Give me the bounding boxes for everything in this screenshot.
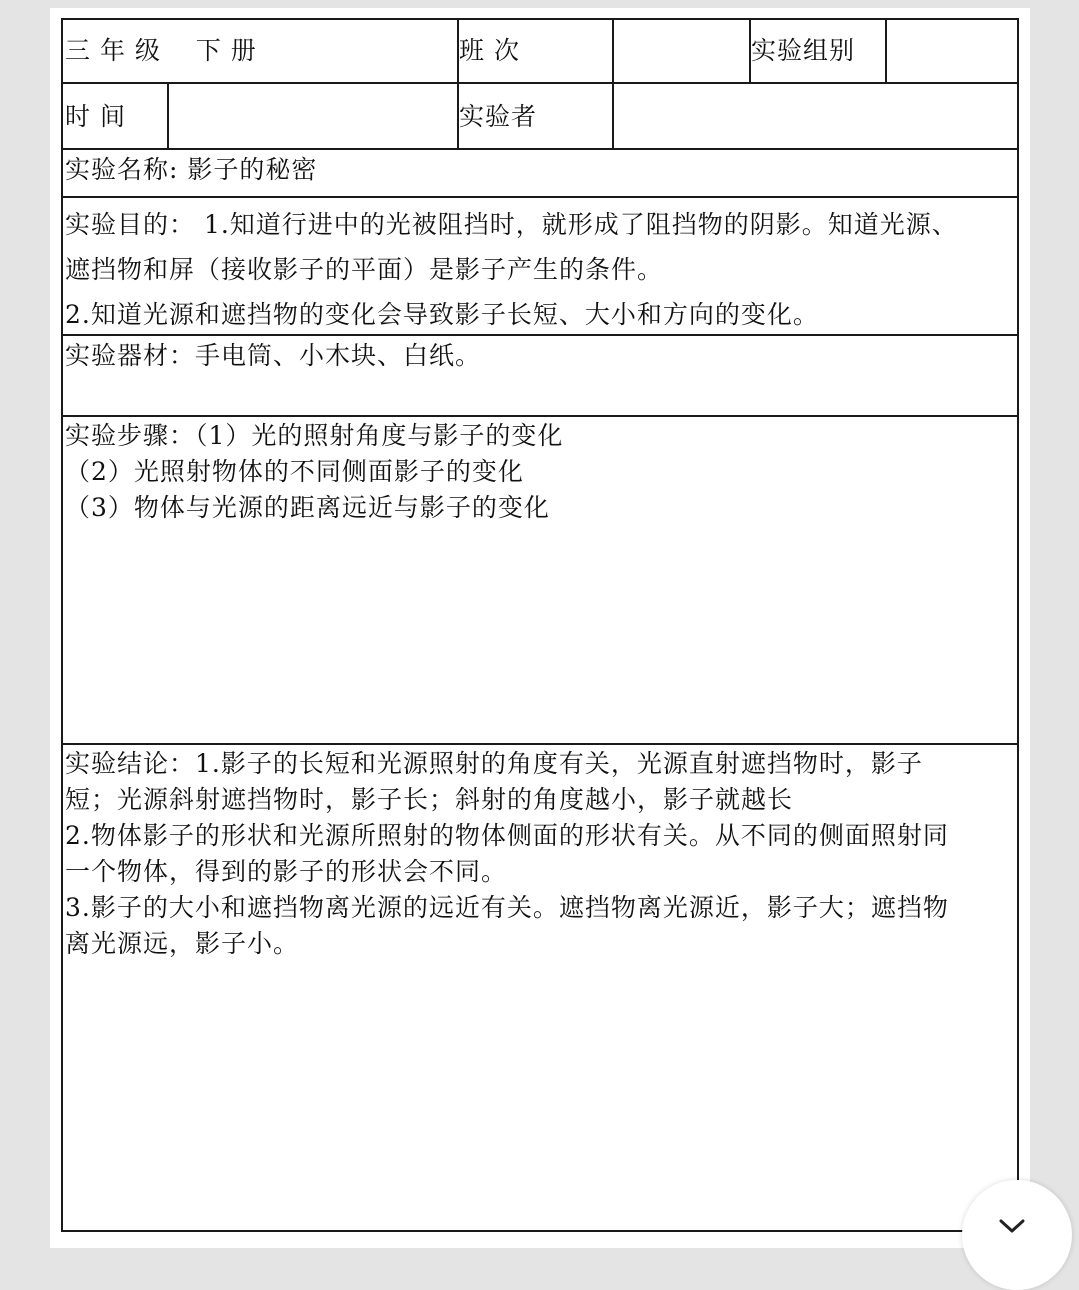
grade-label: 三 年 级 下 册	[65, 36, 257, 65]
purpose-line: 实验目的： 1.知道行进中的光被阻挡时，就形成了阻挡物的阴影。知道光源、	[65, 210, 958, 239]
experiment-steps	[65, 418, 563, 526]
row-divider	[63, 148, 1017, 150]
experiment-purpose	[65, 202, 958, 337]
row-divider	[63, 415, 1017, 417]
experiment-materials: 实验器材：手电筒、小木块、白纸。	[65, 341, 482, 370]
conclusion-line: 3.影子的大小和遮挡物离光源的远近有关。遮挡物离光源近，影子大；遮挡物	[65, 893, 949, 922]
purpose-line: 遮挡物和屏（接收影子的平面）是影子产生的条件。	[65, 255, 664, 284]
col-divider	[167, 82, 169, 148]
row-divider	[63, 196, 1017, 198]
row-divider	[63, 82, 1017, 84]
purpose-line: 2.知道光源和遮挡物的变化会导致影子长短、大小和方向的变化。	[65, 300, 819, 329]
step-line: （3）物体与光源的距离远近与影子的变化	[65, 493, 550, 522]
conclusion-line: 短；光源斜射遮挡物时，影子长；斜射的角度越小，影子就越长	[65, 785, 794, 814]
conclusion-line: 2.物体影子的形状和光源所照射的物体侧面的形状有关。从不同的侧面照射同	[65, 821, 949, 850]
conclusion-line: 一个物体，得到的影子的形状会不同。	[65, 857, 508, 886]
row-divider	[63, 743, 1017, 745]
col-divider	[612, 20, 614, 148]
col-divider	[885, 20, 887, 82]
experiment-record-table	[61, 18, 1019, 1232]
experimenter-label: 实验者	[459, 102, 538, 131]
step-line: 实验步骤：（1）光的照射角度与影子的变化	[65, 421, 564, 450]
conclusion-line: 离光源远，影子小。	[65, 929, 300, 958]
scroll-down-button[interactable]	[962, 1180, 1072, 1290]
group-label: 实验组别	[751, 36, 856, 65]
class-label: 班 次	[459, 36, 520, 65]
experiment-name: 实验名称: 影子的秘密	[65, 155, 318, 184]
time-label: 时 间	[65, 102, 126, 131]
chevron-down-icon	[998, 1218, 1026, 1234]
step-line: （2）光照射物体的不同侧面影子的变化	[65, 457, 524, 486]
experiment-conclusion	[65, 746, 949, 962]
conclusion-line: 实验结论：1.影子的长短和光源照射的角度有关，光源直射遮挡物时，影子	[65, 749, 923, 778]
